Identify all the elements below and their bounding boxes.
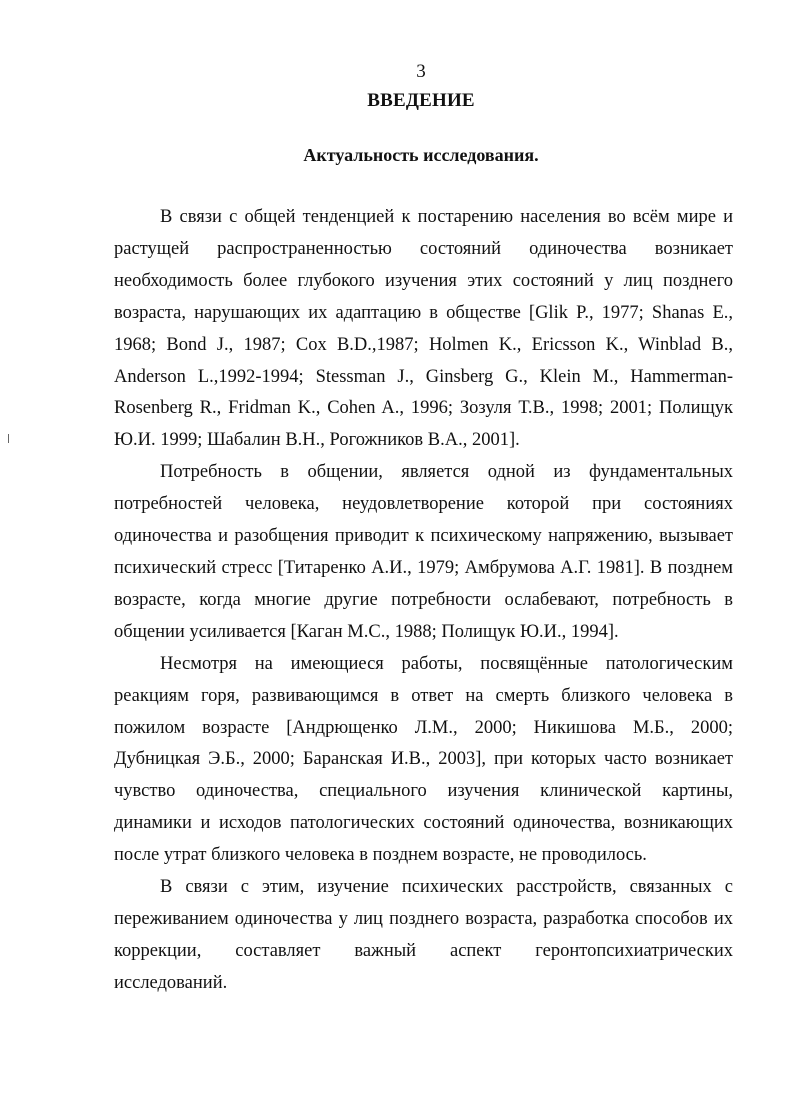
paragraph-4: В связи с этим, изучение психических расстройств, связанных с переживанием одиночества у лиц позднего возраста, разработка способов их коррекции, составляет важный аспект геронтопсихиатрических исследований. (114, 877, 733, 993)
section-heading: ВВЕДЕНИЕ (367, 90, 475, 111)
paragraph-2: Потребность в общении, является одной из фундаментальных потребностей человека, неудовлетворение которой при состояниях одиночества и разобщения приводит к психическому напряжению, вызывает психический стресс [Титаренко А.И., 1979; Амбрумова А.Г. 1981]. В позднем возрасте, когда многие другие потребности ослабевают, потребность в общении усиливается [Каган М.С., 1988; Полищук Ю.И., 1994]. (114, 462, 733, 642)
paragraph-3: Несмотря на имеющиеся работы, посвящённые патологическим реакциям горя, развивающимся в ответ на смерть близкого человека в пожилом возрасте [Андрющенко Л.М., 2000; Никишова М.Б., 2000; Дубницкая Э.Б., 2000; Баранская И.В., 2003], при которых часто возникает чувство одиночества, специального изучения клинической картины, динамики и исходов патологических состояний одиночества, возникающих после утрат близкого человека в позднем возрасте, не проводилось. (114, 653, 733, 866)
page-number: 3 (416, 61, 426, 82)
margin-mark (8, 434, 9, 443)
paragraph-1: В связи с общей тенденцией к постарению населения во всём мире и растущей распространенностью состояний одиночества возникает необходимость более глубокого изучения этих состояний у лиц позднего возраста, нарушающих их адаптацию в обществе [Glik P., 1977; Shanas E., 1968; Bond J., 1987; Cox B.D.,1987; Holmen K., Ericsson K., Winblad B., Anderson L.,1992-1994; Stessman J., Ginsberg G., Klein M., Hammerman-Rosenberg R., Fridman K., Cohen A., 1996; Зозуля Т.В., 1998; 2001; Полищук Ю.И. 1999; Шабалин В.Н., Рогожников В.А., 2001]. (114, 207, 733, 451)
body-text (114, 202, 733, 1000)
section-subheading: Актуальность исследования. (303, 145, 539, 165)
